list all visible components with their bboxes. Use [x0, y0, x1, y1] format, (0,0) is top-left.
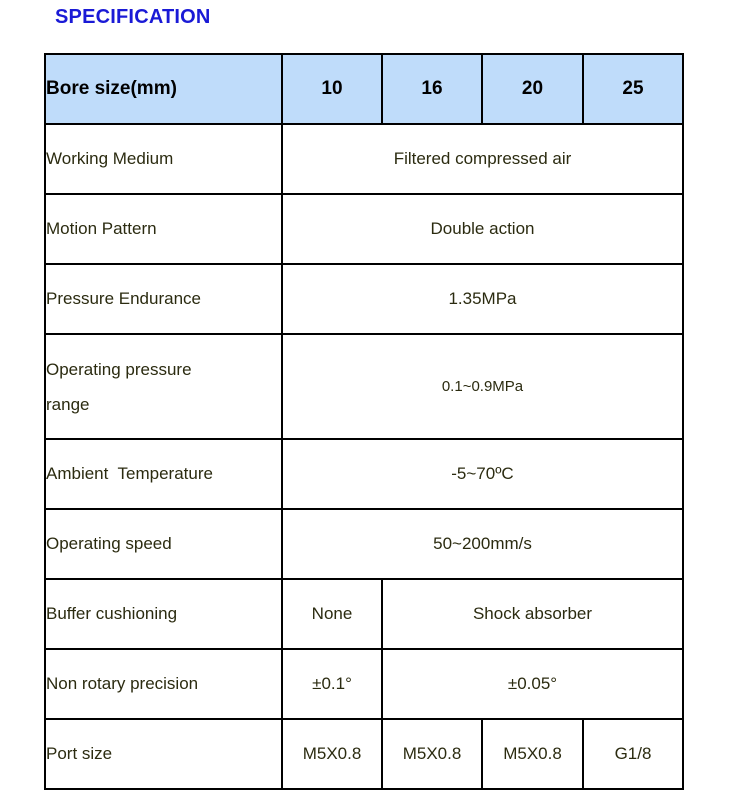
bore-size-16: 16 — [382, 54, 482, 124]
bore-size-10: 10 — [282, 54, 382, 124]
specification-table — [44, 53, 684, 790]
port-size-20: M5X0.8 — [482, 719, 583, 789]
operating-pressure-label-line2: range — [46, 394, 90, 414]
non-rotary-precision-10: ±0.1° — [282, 649, 382, 719]
buffer-cushioning-label: Buffer cushioning — [45, 579, 282, 649]
page-title: SPECIFICATION — [55, 6, 211, 28]
table-row — [45, 264, 683, 334]
working-medium-value: Filtered compressed air — [282, 124, 683, 194]
non-rotary-precision-rest: ±0.05° — [382, 649, 683, 719]
operating-pressure-label — [45, 334, 282, 439]
table-row — [45, 439, 683, 509]
table-row — [45, 719, 683, 789]
table-row — [45, 334, 683, 439]
motion-pattern-value: Double action — [282, 194, 683, 264]
bore-size-20: 20 — [482, 54, 583, 124]
pressure-endurance-value: 1.35MPa — [282, 264, 683, 334]
port-size-25: G1/8 — [583, 719, 683, 789]
ambient-temperature-label: Ambient Temperature — [45, 439, 282, 509]
non-rotary-precision-label: Non rotary precision — [45, 649, 282, 719]
bore-size-25: 25 — [583, 54, 683, 124]
operating-speed-label: Operating speed — [45, 509, 282, 579]
buffer-cushioning-rest: Shock absorber — [382, 579, 683, 649]
operating-pressure-value: 0.1~0.9MPa — [282, 334, 683, 439]
operating-speed-value: 50~200mm/s — [282, 509, 683, 579]
port-size-label: Port size — [45, 719, 282, 789]
operating-pressure-label-line1: Operating pressure — [46, 359, 192, 379]
working-medium-label: Working Medium — [45, 124, 282, 194]
table-row — [45, 194, 683, 264]
port-size-16: M5X0.8 — [382, 719, 482, 789]
pressure-endurance-label: Pressure Endurance — [45, 264, 282, 334]
table-row — [45, 649, 683, 719]
table-row — [45, 124, 683, 194]
table-row — [45, 509, 683, 579]
port-size-10: M5X0.8 — [282, 719, 382, 789]
buffer-cushioning-10: None — [282, 579, 382, 649]
bore-size-label: Bore size(mm) — [45, 54, 282, 124]
table-header-row — [45, 54, 683, 124]
table-row — [45, 579, 683, 649]
ambient-temperature-value: -5~70ºC — [282, 439, 683, 509]
motion-pattern-label: Motion Pattern — [45, 194, 282, 264]
